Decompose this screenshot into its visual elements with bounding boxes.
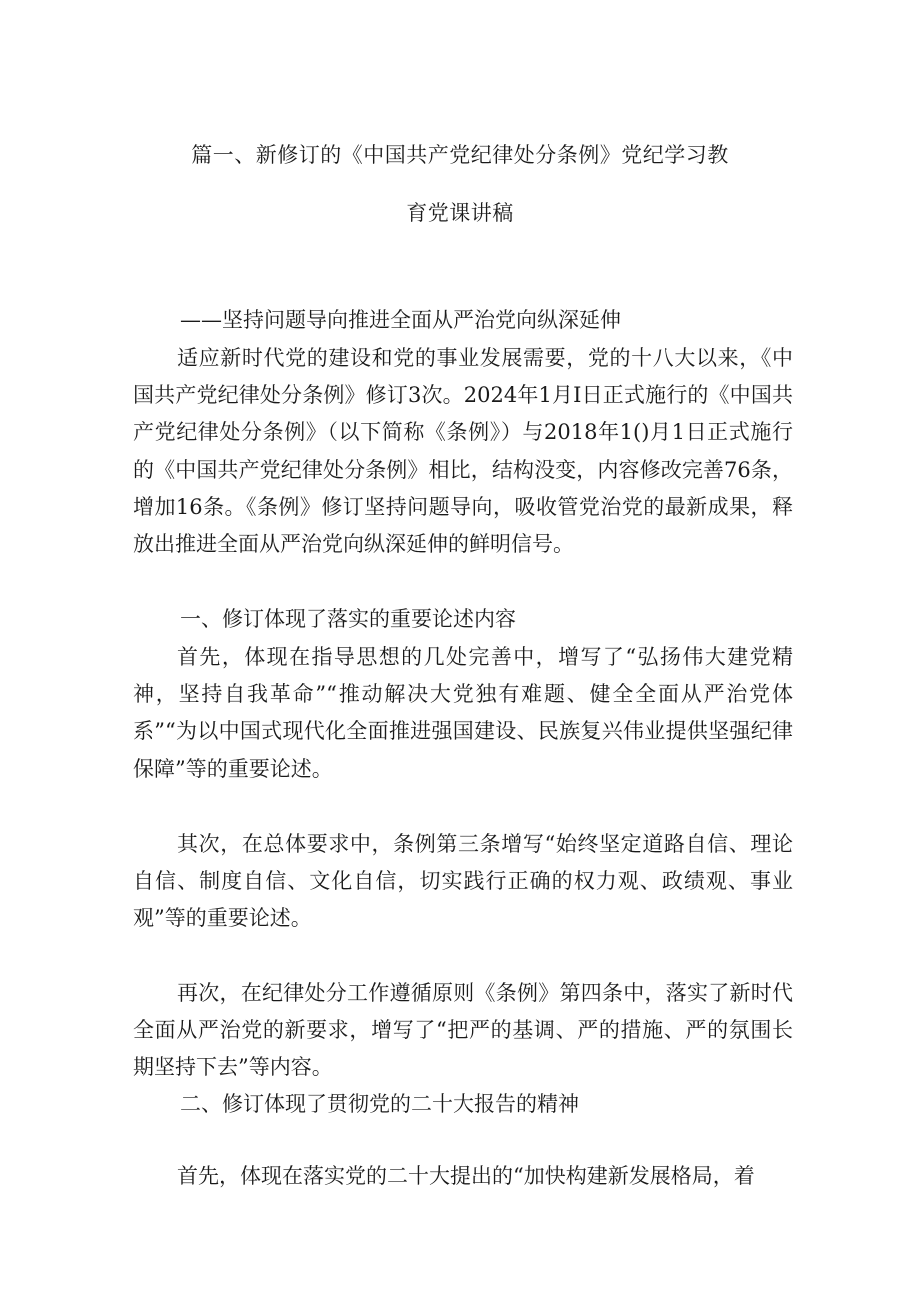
document-subtitle: ——坚持问题导向推进全面从严治党向纵深延伸 [180, 308, 621, 332]
document-title-line-1: 篇一、新修订的《中国共产党纪律处分条例》党纪学习教 [191, 143, 729, 167]
paragraph-third: 再次，在纪律处分工作遵循原则《条例》第四条中，落实了新时代全面从严治党的新要求，增写了“把严的基调、严的措施、严的氛围长期坚持下去”等内容。 [133, 981, 793, 1080]
section-heading-1: 一、修订体现了落实的重要论述内容 [180, 607, 516, 631]
paragraph-second: 其次，在总体要求中，条例第三条增写“始终坚定道路自信、理论自信、制度自信、文化自信，切实践行正确的权力观、政绩观、事业观”等的重要论述。 [133, 832, 793, 931]
paragraph-fourth: 首先，体现在落实党的二十大提出的“加快构建新发展格局，着 [177, 1164, 755, 1188]
paragraph-intro: 适应新时代党的建设和党的事业发展需要，党的十八大以来，《中国共产党纪律处分条例》修订3次。2024年1月I日正式施行的《中国共产党纪律处分条例》（以下简称《条例》）与2018年1()月1日正式施行的《中国共产党纪律处分条例》相比，结构没变，内容修改完善76条，增加16条。《条例》修订坚持问题导向，吸收管党治党的最新成果，释放出推进全面从严治党向纵深延伸的鲜明信号。 [133, 346, 793, 557]
section-heading-2: 二、修订体现了贯彻党的二十大报告的精神 [180, 1092, 579, 1116]
paragraph-first: 首先，体现在指导思想的几处完善中，增写了“弘扬伟大建党精神，坚持自我革命”“推动解决大党独有难题、健全全面从严治党体系”“为以中国式现代化全面推进强国建设、民族复兴伟业提供坚强纪律保障”等的重要论述。 [133, 645, 793, 781]
document-title-line-2: 育党课讲稿 [406, 201, 514, 225]
